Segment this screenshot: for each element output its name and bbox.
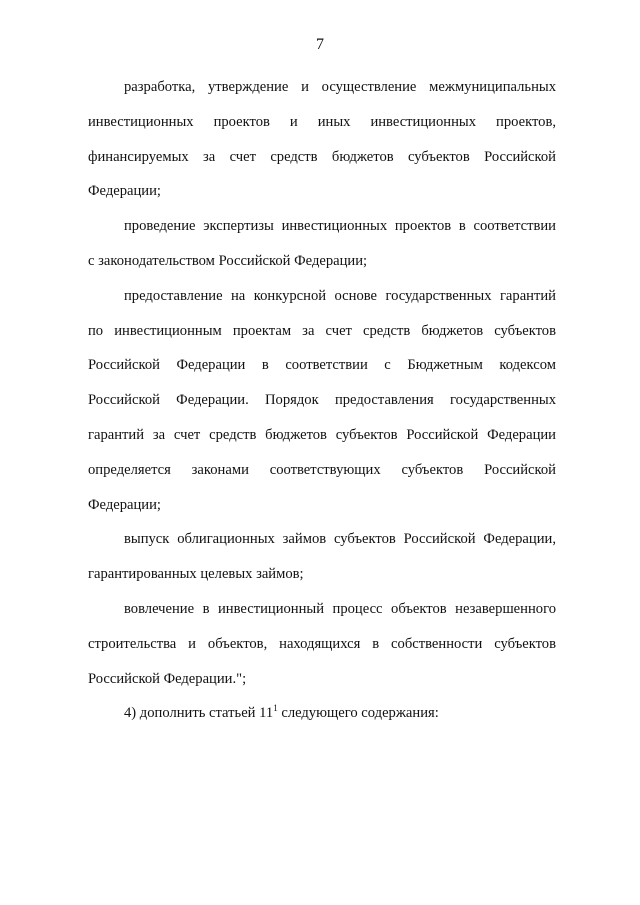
text-line <box>88 696 556 731</box>
paragraph <box>88 522 556 592</box>
text-line: по инвестиционным проектам за счет средств бюджетов субъектов <box>88 322 556 339</box>
text-line: финансируемых за счет средств бюджетов субъектов Российской <box>88 148 556 165</box>
text-line: Федерации; <box>88 183 161 200</box>
text-line: Российской Федерации."; <box>88 670 247 687</box>
text-fragment: следующего содержания: <box>277 705 439 722</box>
text-fragment: 4) дополнить статьей 11 <box>124 705 274 722</box>
page-number: 7 <box>316 36 324 53</box>
text-line: инвестиционных проектов и иных инвестиционных проектов, <box>88 113 556 130</box>
text-line: строительства и объектов, находящихся в собственности субъектов <box>88 635 556 652</box>
text-line: с законодательством Российской Федерации; <box>88 252 368 269</box>
text-line: выпуск облигационных займов субъектов Российской Федерации, <box>124 531 556 548</box>
text-line: Федерации; <box>88 496 161 513</box>
paragraph <box>88 696 556 731</box>
text-line: гарантированных целевых займов; <box>88 566 304 583</box>
paragraph <box>88 209 556 279</box>
text-line: разработка, утверждение и осуществление межмуниципальных <box>124 79 556 95</box>
text-line: гарантий за счет средств бюджетов субъектов Российской Федерации <box>88 426 556 443</box>
paragraph <box>88 279 556 523</box>
text-line: Российской Федерации в соответствии с Бюджетным кодексом <box>88 357 556 374</box>
text-line: предоставление на конкурсной основе государственных гарантий <box>124 287 556 304</box>
text-line: проведение экспертизы инвестиционных проектов в соответствии <box>124 218 556 235</box>
text-line: вовлечение в инвестиционный процесс объектов незавершенного <box>124 600 556 617</box>
superscript: 1 <box>273 703 278 714</box>
paragraph <box>88 70 556 209</box>
text-line: Российской Федерации. Порядок предоставления государственных <box>88 392 556 409</box>
document-body <box>88 70 556 731</box>
paragraph <box>88 592 556 696</box>
text-line: определяется законами соответствующих субъектов Российской <box>88 461 556 478</box>
